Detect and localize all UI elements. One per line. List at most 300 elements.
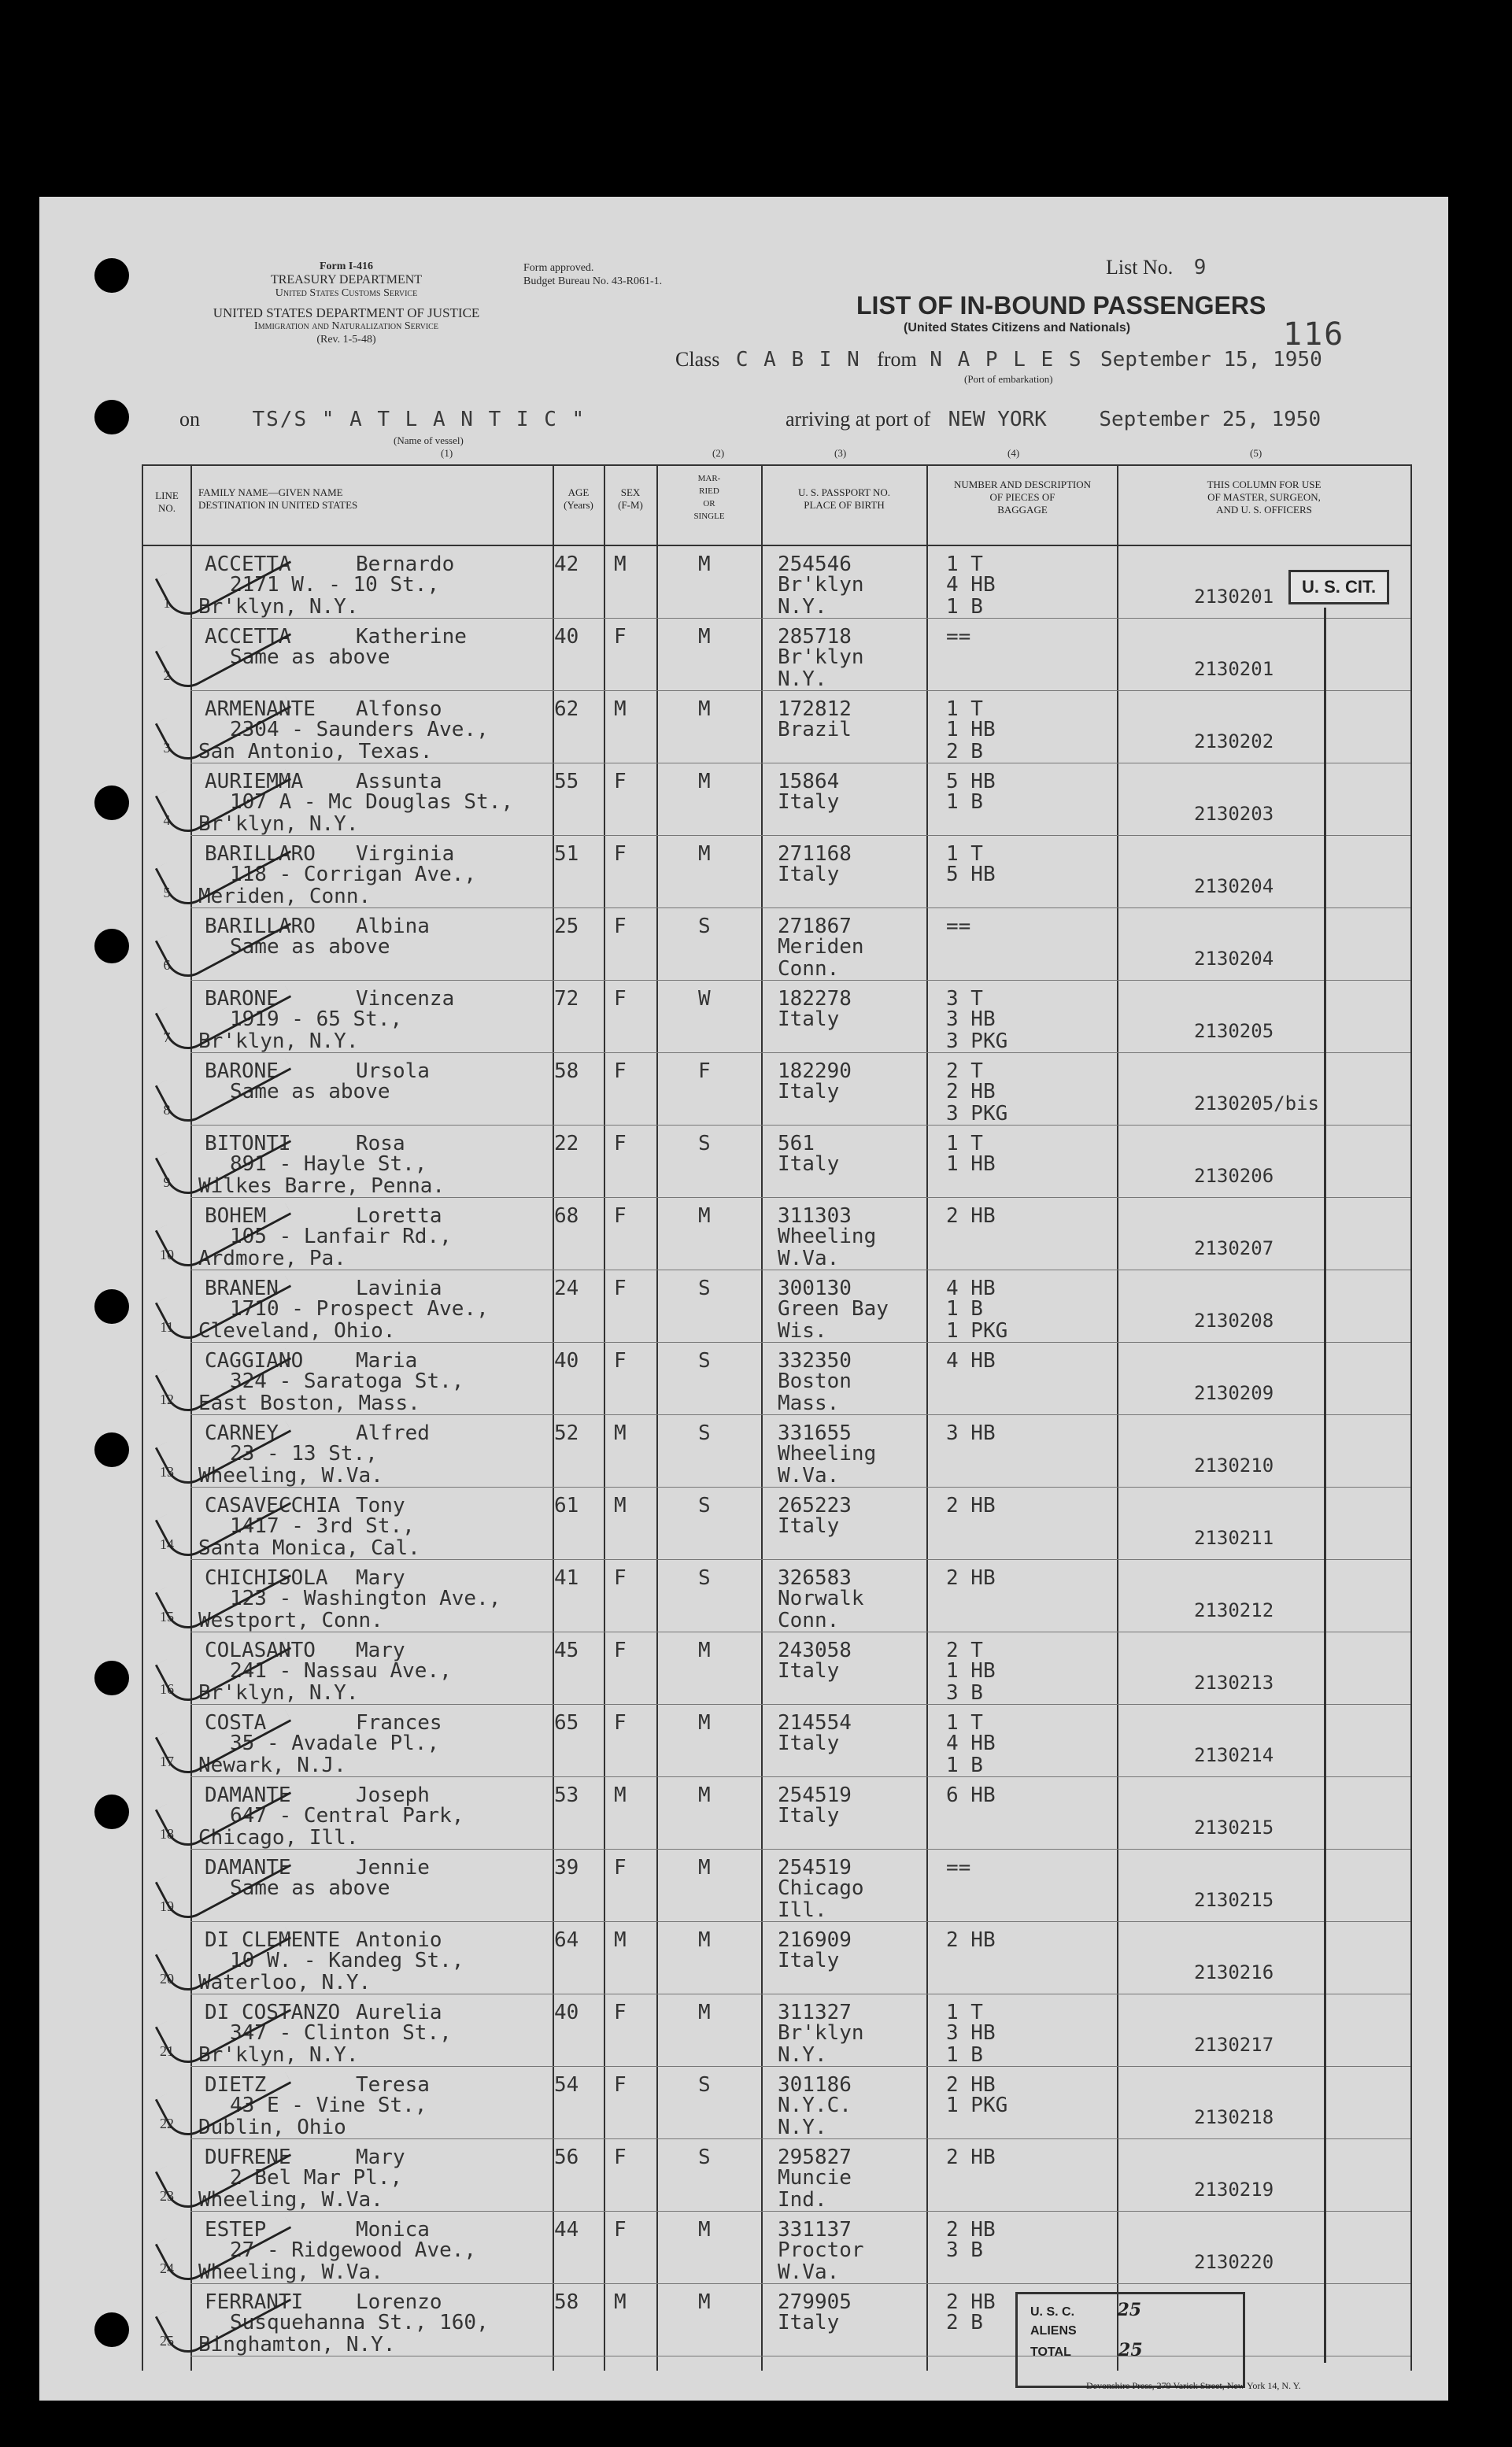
cell-bag3: 3 B <box>946 1681 983 1705</box>
cell-bag2: 1 PKG <box>946 2094 1008 2117</box>
cell-officer: 2130209 <box>1194 1382 1274 1404</box>
cell-ms: M <box>698 2001 711 2024</box>
table-row <box>143 1270 1410 1343</box>
col-header-age: AGE (Years) <box>564 486 593 511</box>
cell-given: Aurelia <box>356 2001 442 2024</box>
cell-given: Albina <box>356 915 430 938</box>
cell-line: 17 <box>160 1754 174 1769</box>
cell-addr2: Santa Monica, Cal. <box>198 1536 420 1560</box>
cell-birth2: Conn. <box>778 957 840 981</box>
customs-label: United States Customs Service <box>275 287 418 299</box>
cell-sex: F <box>614 915 627 938</box>
cell-line: 15 <box>160 1609 174 1625</box>
justice-label: UNITED STATES DEPARTMENT OF JUSTICE <box>213 305 480 320</box>
col-num-2: (2) <box>712 447 725 459</box>
cell-sex: F <box>614 1566 627 1590</box>
cell-bag1: 1 T <box>946 1711 983 1735</box>
cell-sex: F <box>614 987 627 1011</box>
cell-bag2: 1 B <box>946 790 983 814</box>
cell-given: Rosa <box>356 1132 405 1155</box>
table-row <box>143 1850 1410 1922</box>
cell-family: ESTEP <box>205 2218 267 2242</box>
cell-bag2: 1 HB <box>946 718 996 741</box>
cell-given: Frances <box>356 1711 442 1735</box>
cell-age: 53 <box>554 1784 579 1807</box>
cell-ms: M <box>698 2290 711 2314</box>
cell-age: 58 <box>554 2290 579 2314</box>
page-title: LIST OF IN-BOUND PASSENGERS <box>856 291 1266 320</box>
cell-age: 22 <box>554 1132 579 1155</box>
cell-sex: F <box>614 1132 627 1155</box>
cell-birth1: Italy <box>778 863 840 886</box>
ins-label: Immigration and Naturalization Service <box>254 320 438 332</box>
table-row <box>143 1705 1410 1777</box>
cell-age: 64 <box>554 1928 579 1952</box>
cell-family: ARMENANTE <box>205 697 316 721</box>
cell-birth1: Italy <box>778 1152 840 1176</box>
cell-given: Joseph <box>356 1784 430 1807</box>
cell-age: 54 <box>554 2073 579 2097</box>
col-num-3: (3) <box>834 447 847 459</box>
cell-line: 2 <box>163 667 171 683</box>
cell-addr1: 347 - Clinton St., <box>230 2021 452 2045</box>
cell-ms: M <box>698 553 711 576</box>
on-label: on <box>179 408 200 431</box>
table-row <box>143 2067 1410 2139</box>
list-number-row <box>1106 256 1207 279</box>
cell-officer: 2130217 <box>1194 2034 1274 2056</box>
cell-addr2: Wilkes Barre, Penna. <box>198 1174 445 1198</box>
cell-bag1: 2 HB <box>946 2146 996 2169</box>
cell-sex: M <box>614 1928 627 1952</box>
cell-officer: 2130214 <box>1194 1744 1274 1766</box>
cell-given: Alfred <box>356 1421 430 1445</box>
cell-bag2: 3 HB <box>946 1007 996 1031</box>
cell-given: Monica <box>356 2218 430 2242</box>
cell-passport: 254546 <box>778 553 852 576</box>
cell-bag1: 2 T <box>946 1059 983 1083</box>
cell-ms: S <box>698 1132 711 1155</box>
table-row <box>143 2212 1410 2284</box>
table-row <box>143 1994 1410 2067</box>
cell-bag1: 5 HB <box>946 770 996 793</box>
cell-given: Vincenza <box>356 987 455 1011</box>
cell-addr2: Br'klyn, N.Y. <box>198 812 359 836</box>
cell-passport: 15864 <box>778 770 840 793</box>
cell-officer: 2130210 <box>1194 1455 1274 1477</box>
class-value: C A B I N <box>735 348 861 371</box>
cell-line: 5 <box>163 885 171 900</box>
cell-line: 11 <box>160 1319 174 1335</box>
cell-bag1: 2 HB <box>946 2290 996 2314</box>
cell-addr1: 241 - Nassau Ave., <box>230 1659 452 1683</box>
cell-addr2: San Antonio, Texas. <box>198 740 433 763</box>
cell-age: 40 <box>554 2001 579 2024</box>
cell-bag1: 4 HB <box>946 1277 996 1300</box>
form-agency-block <box>157 260 535 346</box>
table-row <box>143 763 1410 836</box>
cell-ms: W <box>698 987 711 1011</box>
cell-line: 24 <box>160 2260 174 2276</box>
table-row <box>143 1053 1410 1126</box>
cell-passport: 285718 <box>778 625 852 649</box>
cell-bag2: 3 HB <box>946 2021 996 2045</box>
cell-passport: 254519 <box>778 1784 852 1807</box>
cell-bag3: 3 PKG <box>946 1102 1008 1126</box>
cell-bag3: 1 B <box>946 2043 983 2067</box>
passenger-table <box>142 464 1412 2371</box>
cell-birth1: Italy <box>778 790 840 814</box>
table-row <box>143 546 1410 619</box>
cell-sex: F <box>614 1059 627 1083</box>
citizen-bracket-line <box>1324 608 1326 2363</box>
punch-hole <box>94 2312 129 2347</box>
cell-age: 24 <box>554 1277 579 1300</box>
cell-addr2: Meriden, Conn. <box>198 885 372 908</box>
treasury-label: TREASURY DEPARTMENT <box>270 273 423 286</box>
col-num-4: (4) <box>1007 447 1020 459</box>
vessel-note: (Name of vessel) <box>394 434 464 446</box>
cell-line: 9 <box>163 1174 171 1190</box>
cell-passport: 271168 <box>778 842 852 866</box>
cell-passport: 172812 <box>778 697 852 721</box>
cell-officer: 2130211 <box>1194 1527 1274 1549</box>
cell-addr1: 23 - 13 St., <box>230 1442 378 1466</box>
cell-given: Maria <box>356 1349 418 1373</box>
summary-total-value: 25 <box>1118 2340 1143 2360</box>
table-row <box>143 908 1410 981</box>
revision-label: (Rev. 1-5-48) <box>316 334 376 346</box>
cell-birth2: Conn. <box>778 1609 840 1632</box>
cell-ms: S <box>698 1277 711 1300</box>
col-num-5: (5) <box>1250 447 1262 459</box>
cell-sex: M <box>614 553 627 576</box>
cell-sex: F <box>614 770 627 793</box>
cell-sex: F <box>614 1349 627 1373</box>
cell-age: 58 <box>554 1059 579 1083</box>
cell-birth1: Italy <box>778 1732 840 1755</box>
us-citizen-stamp: U. S. CIT. <box>1288 570 1389 604</box>
port-note: (Port of embarkation) <box>964 373 1053 385</box>
cell-addr2: Br'klyn, N.Y. <box>198 595 359 619</box>
cell-officer: 2130216 <box>1194 1961 1274 1983</box>
cell-bag1: 2 HB <box>946 2073 996 2097</box>
cell-addr1: 2304 - Saunders Ave., <box>230 718 489 741</box>
cell-passport: 332350 <box>778 1349 852 1373</box>
cell-birth2: N.Y. <box>778 595 827 619</box>
cell-addr1: 1710 - Prospect Ave., <box>230 1297 489 1321</box>
cell-addr2: Br'klyn, N.Y. <box>198 2043 359 2067</box>
cell-line: 23 <box>160 2188 174 2204</box>
punch-hole <box>94 1289 129 1324</box>
cell-ms: M <box>698 770 711 793</box>
cell-officer: 2130205 <box>1194 1020 1274 1042</box>
vessel-row <box>179 408 586 431</box>
class-label: Class <box>675 348 720 371</box>
cell-family: DAMANTE <box>205 1856 291 1880</box>
cell-ms: M <box>698 697 711 721</box>
cell-birth1: Br'klyn <box>778 573 864 597</box>
cell-birth1: Italy <box>778 1080 840 1103</box>
cell-addr1: Same as above <box>230 935 390 959</box>
cell-given: Mary <box>356 1639 405 1662</box>
cell-bag2: 1 B <box>946 1297 983 1321</box>
cell-addr2: Westport, Conn. <box>198 1609 383 1632</box>
cell-sex: F <box>614 2073 627 2097</box>
cell-family: BARONE <box>205 987 279 1011</box>
approval-block <box>523 261 662 288</box>
cell-family: DUFRENE <box>205 2146 291 2169</box>
cell-birth1: Italy <box>778 1949 840 1972</box>
cell-bag2: 2 HB <box>946 1080 996 1103</box>
cell-bag1: 2 HB <box>946 1566 996 1590</box>
punch-hole <box>94 400 129 434</box>
summary-stamp <box>1015 2292 1245 2388</box>
cell-sex: F <box>614 2146 627 2169</box>
cell-given: Lorenzo <box>356 2290 442 2314</box>
cell-bag2: 4 HB <box>946 1732 996 1755</box>
cell-addr2: East Boston, Mass. <box>198 1392 420 1415</box>
cell-addr1: 324 - Saratoga St., <box>230 1370 464 1393</box>
cell-line: 4 <box>163 812 171 828</box>
cell-bag3: 3 PKG <box>946 1029 1008 1053</box>
cell-birth2: W.Va. <box>778 2260 840 2284</box>
cell-ms: S <box>698 1494 711 1517</box>
cell-sex: F <box>614 842 627 866</box>
list-label: List No. <box>1106 256 1174 279</box>
cell-family: BOHEM <box>205 1204 267 1228</box>
cell-ms: S <box>698 915 711 938</box>
page-number: 116 <box>1283 316 1345 353</box>
cell-line: 14 <box>160 1536 174 1552</box>
table-row <box>143 2139 1410 2212</box>
cell-addr2: Wheeling, W.Va. <box>198 1464 383 1488</box>
form-number: Form I-416 <box>319 261 374 272</box>
cell-age: 45 <box>554 1639 579 1662</box>
cell-age: 52 <box>554 1421 579 1445</box>
cell-addr1: 27 - Ridgewood Ave., <box>230 2238 477 2262</box>
cell-birth2: Mass. <box>778 1392 840 1415</box>
cell-addr2: Dublin, Ohio <box>198 2116 346 2139</box>
cell-addr2: Wheeling, W.Va. <box>198 2260 383 2284</box>
cell-sex: F <box>614 2218 627 2242</box>
cell-birth2: W.Va. <box>778 1464 840 1488</box>
cell-family: DI COSTANZO <box>205 2001 341 2024</box>
from-label: from <box>877 348 917 371</box>
vessel-name: TS/S " A T L A N T I C " <box>252 408 586 431</box>
cell-given: Teresa <box>356 2073 430 2097</box>
cell-bag2: 2 B <box>946 2311 983 2334</box>
cell-family: FERRANTI <box>205 2290 304 2314</box>
cell-line: 8 <box>163 1102 171 1118</box>
cell-bag3: 1 PKG <box>946 1319 1008 1343</box>
cell-passport: 311327 <box>778 2001 852 2024</box>
cell-bag1: 1 T <box>946 553 983 576</box>
summary-usc-value: 25 <box>1117 2300 1142 2320</box>
cell-age: 25 <box>554 915 579 938</box>
cell-birth2: Ind. <box>778 2188 827 2212</box>
cell-birth1: Boston <box>778 1370 852 1393</box>
cell-passport: 214554 <box>778 1711 852 1735</box>
cell-officer: 2130203 <box>1194 803 1274 825</box>
cell-addr1: 1919 - 65 St., <box>230 1007 403 1031</box>
cell-passport: 271867 <box>778 915 852 938</box>
embark-port: N A P L E S <box>930 348 1083 371</box>
cell-passport: 326583 <box>778 1566 852 1590</box>
cell-passport: 182278 <box>778 987 852 1011</box>
cell-addr1: 891 - Hayle St., <box>230 1152 427 1176</box>
col-header-sex: SEX (F-M) <box>618 486 643 511</box>
arrival-port: NEW YORK <box>948 408 1047 431</box>
cell-birth2: Wis. <box>778 1319 827 1343</box>
cell-addr1: 43 E - Vine St., <box>230 2094 427 2117</box>
cell-passport: 279905 <box>778 2290 852 2314</box>
cell-line: 6 <box>163 957 171 973</box>
cell-family: AURIEMMA <box>205 770 304 793</box>
table-row <box>143 1343 1410 1415</box>
cell-addr2: Br'klyn, N.Y. <box>198 1681 359 1705</box>
cell-addr1: 105 - Lanfair Rd., <box>230 1225 452 1248</box>
cell-family: CARNEY <box>205 1421 279 1445</box>
cell-ms: M <box>698 1204 711 1228</box>
cell-family: ACCETTA <box>205 553 291 576</box>
punch-hole <box>94 258 129 293</box>
cell-age: 72 <box>554 987 579 1011</box>
budget-number: Budget Bureau No. 43-R061-1. <box>523 275 663 287</box>
cell-addr2: Br'klyn, N.Y. <box>198 1029 359 1053</box>
table-row <box>143 1488 1410 1560</box>
cell-passport: 311303 <box>778 1204 852 1228</box>
cell-family: BARONE <box>205 1059 279 1083</box>
cell-officer: 2130204 <box>1194 875 1274 897</box>
printer-footer: Devonshire Press, 279 Varick Street, New York 14, N. Y. <box>1086 2380 1301 2391</box>
cell-ms: M <box>698 1856 711 1880</box>
cell-passport: 331137 <box>778 2218 852 2242</box>
cell-passport: 265223 <box>778 1494 852 1517</box>
cell-line: 13 <box>160 1464 174 1480</box>
table-row <box>143 1632 1410 1705</box>
cell-addr1: 118 - Corrigan Ave., <box>230 863 477 886</box>
cell-birth1: Chicago <box>778 1876 864 1900</box>
cell-given: Lavinia <box>356 1277 442 1300</box>
cell-addr2: Binghamton, N.Y. <box>198 2333 396 2356</box>
cell-bag3: 1 B <box>946 595 983 619</box>
cell-bag1: 2 T <box>946 1639 983 1662</box>
cell-officer: 2130215 <box>1194 1817 1274 1839</box>
cell-birth1: Br'klyn <box>778 2021 864 2045</box>
table-row <box>143 619 1410 691</box>
cell-sex: F <box>614 625 627 649</box>
cell-birth1: Wheeling <box>778 1442 877 1466</box>
cell-birth1: Italy <box>778 1659 840 1683</box>
cell-addr1: 1417 - 3rd St., <box>230 1514 415 1538</box>
cell-addr1: 647 - Central Park, <box>230 1804 464 1828</box>
cell-given: Tony <box>356 1494 405 1517</box>
cell-birth1: Br'klyn <box>778 645 864 669</box>
cell-ms: M <box>698 1711 711 1735</box>
cell-line: 19 <box>160 1898 174 1914</box>
cell-officer: 2130204 <box>1194 948 1274 970</box>
cell-given: Mary <box>356 1566 405 1590</box>
cell-bag1: 3 HB <box>946 1421 996 1445</box>
cell-family: DAMANTE <box>205 1784 291 1807</box>
cell-given: Antonio <box>356 1928 442 1952</box>
cell-given: Mary <box>356 2146 405 2169</box>
col-header-line: LINE NO. <box>155 490 179 514</box>
cell-bag2: 4 HB <box>946 573 996 597</box>
cell-given: Ursola <box>356 1059 430 1083</box>
col-num-1: (1) <box>441 447 453 459</box>
cell-birth1: Brazil <box>778 718 852 741</box>
cell-addr2: Wheeling, W.Va. <box>198 2188 383 2212</box>
cell-line: 16 <box>160 1681 174 1697</box>
cell-birth2: W.Va. <box>778 1247 840 1270</box>
cell-birth2: N.Y. <box>778 667 827 691</box>
cell-line: 7 <box>163 1029 171 1045</box>
cell-addr1: Same as above <box>230 1876 390 1900</box>
cell-age: 61 <box>554 1494 579 1517</box>
cell-ms: F <box>698 1059 711 1083</box>
cell-line: 12 <box>160 1392 174 1407</box>
cell-bag1: 1 T <box>946 1132 983 1155</box>
cell-bag1: 1 T <box>946 697 983 721</box>
cell-officer: 2130205/bis <box>1194 1092 1319 1114</box>
cell-bag1: 2 HB <box>946 1928 996 1952</box>
cell-bag1: 1 T <box>946 842 983 866</box>
arrival-row <box>786 408 1321 431</box>
table-row <box>143 1126 1410 1198</box>
cell-age: 68 <box>554 1204 579 1228</box>
cell-passport: 300130 <box>778 1277 852 1300</box>
col-header-passport: U. S. PASSPORT NO. PLACE OF BIRTH <box>798 486 890 511</box>
punch-hole <box>94 1795 129 1829</box>
cell-addr1: 123 - Washington Ave., <box>230 1587 501 1610</box>
cell-bag3: 2 B <box>946 740 983 763</box>
cell-ms: S <box>698 1349 711 1373</box>
cell-bag1: 2 HB <box>946 1494 996 1517</box>
cell-sex: F <box>614 1204 627 1228</box>
summary-total-label: TOTAL <box>1030 2345 1071 2359</box>
cell-addr2: Chicago, Ill. <box>198 1826 359 1850</box>
cell-family: CHICHISOLA <box>205 1566 328 1590</box>
cell-bag2: 3 B <box>946 2238 983 2262</box>
punch-hole <box>94 1432 129 1467</box>
cell-passport: 216909 <box>778 1928 852 1952</box>
cell-birth1: Muncie <box>778 2166 852 2190</box>
cell-age: 42 <box>554 553 579 576</box>
cell-officer: 2130212 <box>1194 1599 1274 1621</box>
cell-family: DI CLEMENTE <box>205 1928 341 1952</box>
cell-family: BRANEN <box>205 1277 279 1300</box>
cell-age: 55 <box>554 770 579 793</box>
cell-birth1: Italy <box>778 1804 840 1828</box>
cell-birth2: Ill. <box>778 1898 827 1922</box>
cell-passport: 182290 <box>778 1059 852 1083</box>
cell-given: Bernardo <box>356 553 455 576</box>
cell-ms: S <box>698 1421 711 1445</box>
cell-bag1: 4 HB <box>946 1349 996 1373</box>
col-header-baggage: NUMBER AND DESCRIPTION OF PIECES OF BAGGAGE <box>953 479 1092 516</box>
cell-officer: 2130202 <box>1194 730 1274 752</box>
cell-given: Alfonso <box>356 697 442 721</box>
cell-officer: 2130208 <box>1194 1310 1274 1332</box>
cell-given: Loretta <box>356 1204 442 1228</box>
cell-birth1: Green Bay <box>778 1297 889 1321</box>
cell-age: 56 <box>554 2146 579 2169</box>
cell-birth2: N.Y. <box>778 2043 827 2067</box>
cell-bag1: 6 HB <box>946 1784 996 1807</box>
cell-sex: M <box>614 1494 627 1517</box>
